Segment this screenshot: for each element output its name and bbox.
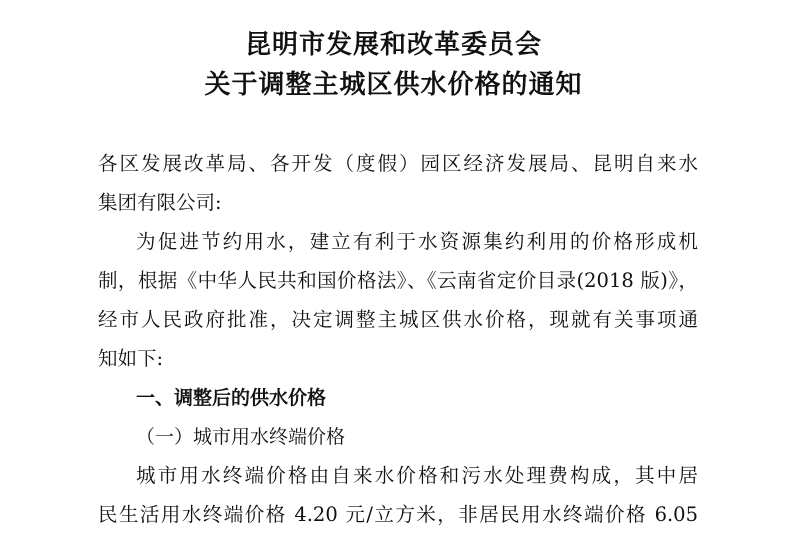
intro-line-3: 经市人民政府批准，决定调整主城区供水价格，现就有关事项通 xyxy=(98,308,698,331)
intro-line-4: 知如下: xyxy=(98,347,164,370)
document-title-line-2: 关于调整主城区供水价格的通知 xyxy=(204,70,583,100)
intro-line-1: 为促进节约用水，建立有利于水资源集约利用的价格形成机 xyxy=(136,230,698,253)
intro-line-2: 制，根据《中华人民共和国价格法》、《云南省定价目录(2018 版)》， xyxy=(98,269,698,292)
paragraph-line-1: 城市用水终端价格由自来水价格和污水处理费构成，其中居 xyxy=(136,464,698,487)
subsection-heading-1: （一）城市用水终端价格 xyxy=(136,426,346,448)
document-title-line-1: 昆明市发展和改革委员会 xyxy=(244,30,542,60)
section-heading-1: 一、调整后的供水价格 xyxy=(136,387,327,409)
paragraph-line-2: 民生活用水终端价格 4.20 元/立方米，非居民用水终端价格 6.05 xyxy=(98,503,698,526)
addressee-line-2: 集团有限公司: xyxy=(98,191,222,214)
addressee-line-1: 各区发展改革局、各开发（度假）园区经济发展局、昆明自来水 xyxy=(98,152,698,175)
